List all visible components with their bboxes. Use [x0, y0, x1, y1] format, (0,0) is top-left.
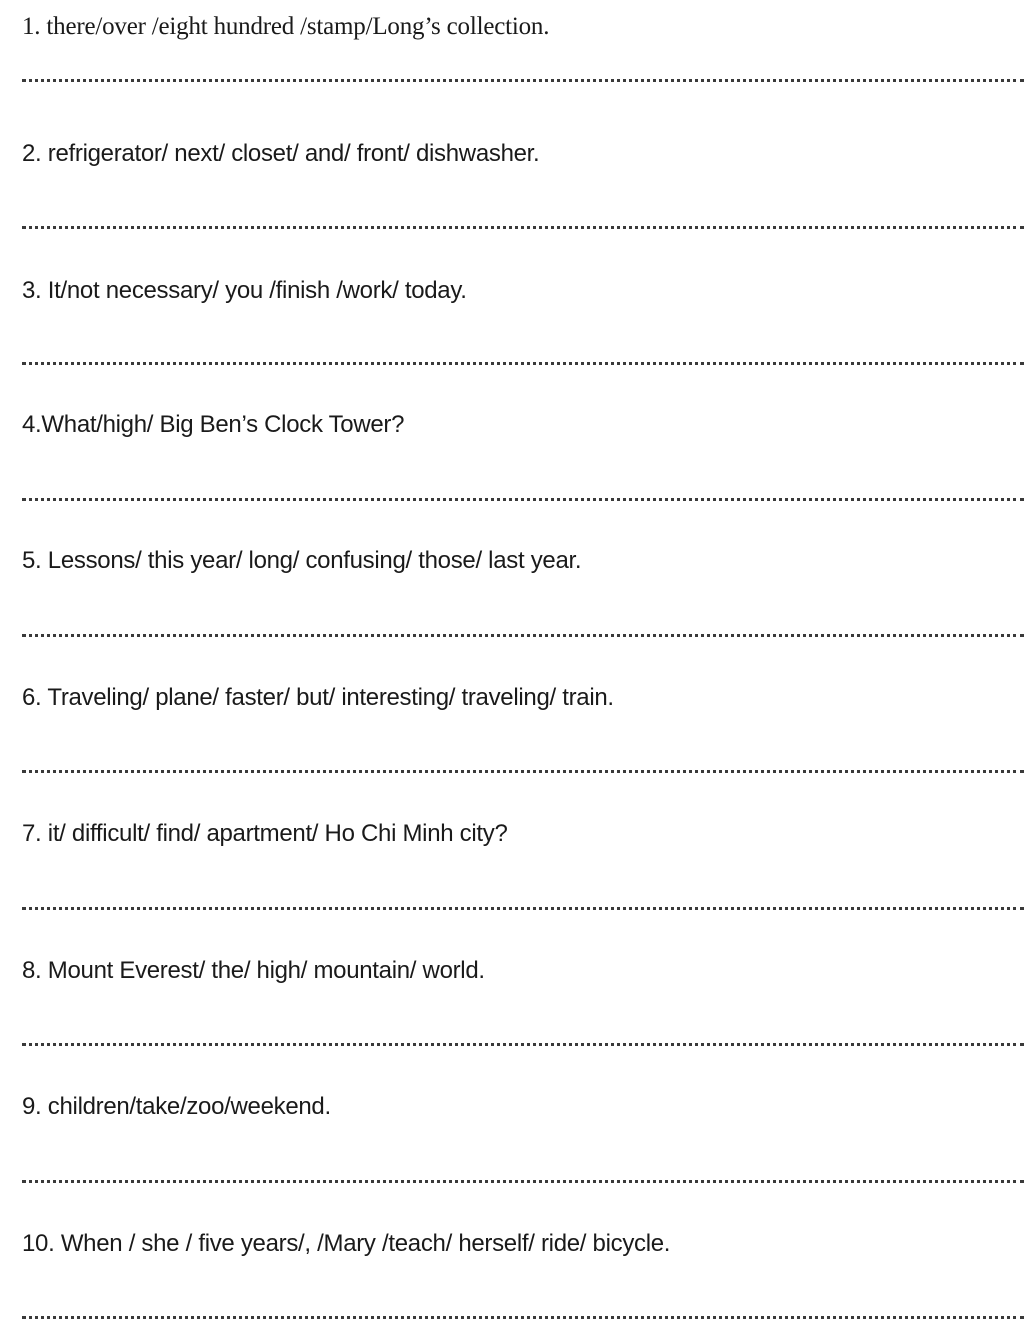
question-4: 4.What/high/ Big Ben’s Clock Tower?: [22, 411, 405, 438]
answer-line-3: [22, 362, 1024, 365]
question-1: 1. there/over /eight hundred /stamp/Long’s collection.: [22, 13, 550, 40]
answer-line-5: [22, 634, 1024, 637]
answer-line-6: [22, 770, 1024, 773]
question-6: 6. Traveling/ plane/ faster/ but/ interesting/ traveling/ train.: [22, 684, 614, 711]
answer-line-8: [22, 1043, 1024, 1046]
question-9: 9. children/take/zoo/weekend.: [22, 1093, 331, 1120]
answer-line-9: [22, 1180, 1024, 1183]
answer-line-4: [22, 498, 1024, 501]
question-2: 2. refrigerator/ next/ closet/ and/ front/ dishwasher.: [22, 140, 540, 167]
answer-line-2: [22, 226, 1024, 229]
question-7: 7. it/ difficult/ find/ apartment/ Ho Chi Minh city?: [22, 820, 508, 847]
question-10: 10. When / she / five years/, /Mary /teach/ herself/ ride/ bicycle.: [22, 1230, 671, 1257]
question-3: 3. It/not necessary/ you /finish /work/ today.: [22, 277, 467, 304]
answer-line-7: [22, 907, 1024, 910]
question-8: 8. Mount Everest/ the/ high/ mountain/ world.: [22, 957, 485, 984]
question-5: 5. Lessons/ this year/ long/ confusing/ those/ last year.: [22, 547, 582, 574]
answer-line-10: [22, 1316, 1024, 1319]
answer-line-1: [22, 79, 1024, 82]
